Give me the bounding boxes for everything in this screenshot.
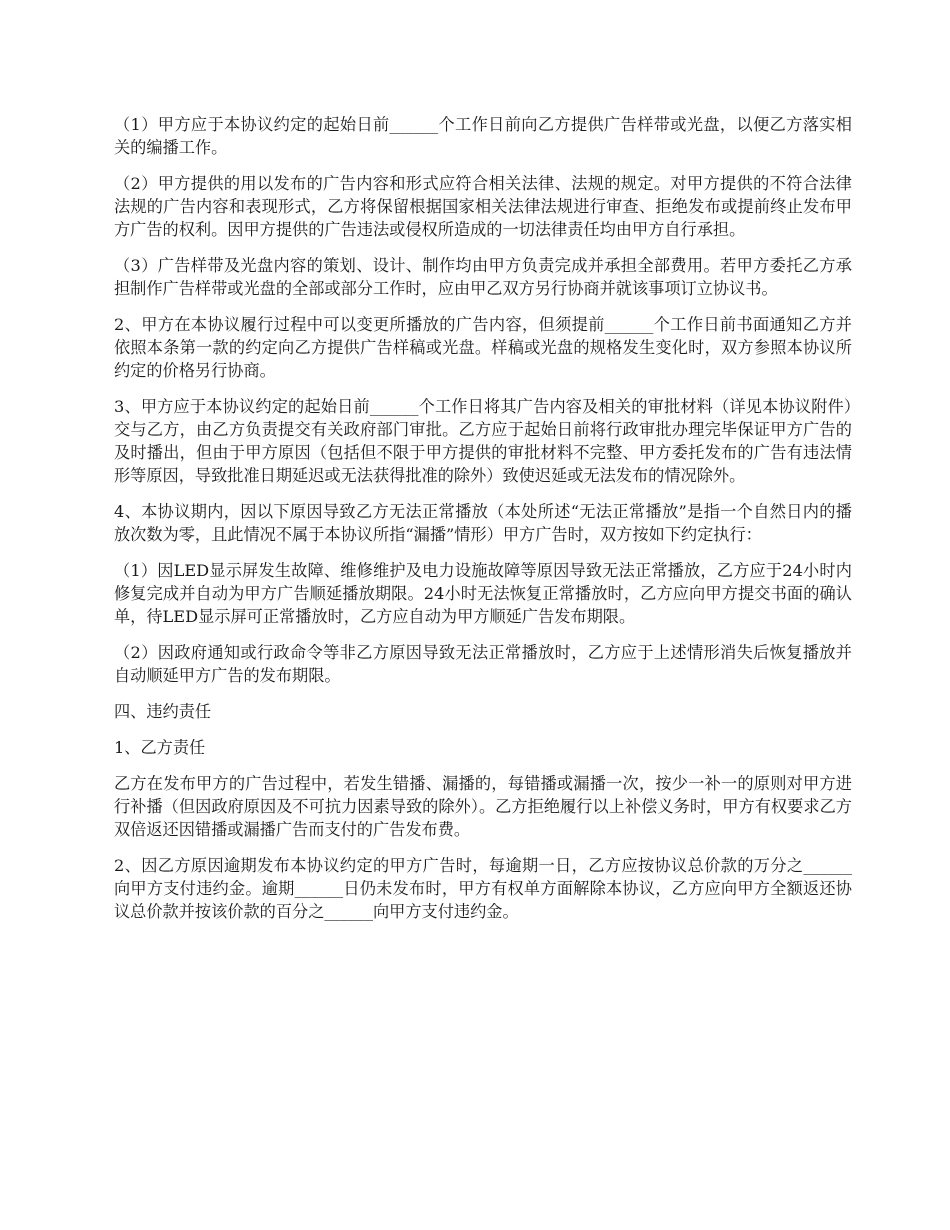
paragraph-1-1: （1）甲方应于本协议约定的起始日前______个工作日前向乙方提供广告样带或光盘，以便乙方落实相关的编播工作。 [114, 115, 852, 157]
paragraph-2: 2、甲方在本协议履行过程中可以变更所播放的广告内容，但须提前______个工作日前书面通知乙方并依照本条第一款的约定向乙方提供广告样稿或光盘。样稿或光盘的规格发生变化时，双方参照本协议所约定的价格另行协商。 [114, 315, 852, 380]
section-heading-breach-liability: 四、违约责任 [114, 702, 212, 721]
paragraph-4: 4、本协议期内，因以下原因导致乙方无法正常播放（本处所述“无法正常播放”是指一个自然日内的播放次数为零，且此情况不属于本协议所指“漏播”情形）甲方广告时，双方按如下约定执行： [114, 502, 852, 544]
paragraph-3: 3、甲方应于本协议约定的起始日前______个工作日将其广告内容及相关的审批材料（详见本协议附件）交与乙方，由乙方负责提交有关政府部门审批。乙方应于起始日前将行政审批办理完毕保证甲方广告的及时播出，但由于甲方原因（包括但不限于甲方提供的审批材料不完整、甲方委托发布的广告有违法情形等原因，导致批准日期延迟或无法获得批准的除外）致使迟延或无法发布的情况除外。 [114, 397, 852, 485]
paragraph-late-publication-penalty: 2、因乙方原因逾期发布本协议约定的甲方广告时，每逾期一日，乙方应按协议总价款的万分之______向甲方支付违约金。逾期______日仍未发布时，甲方有权单方面解除本协议，乙方应向甲方全额返还协议总价款并按该价款的百分之______向甲方支付违约金。 [114, 856, 852, 921]
document-body [114, 113, 852, 936]
paragraph-4-1: （1）因LED显示屏发生故障、维修维护及电力设施故障等原因导致无法正常播放，乙方应于24小时内修复完成并自动为甲方广告顺延播放期限。24小时无法恢复正常播放时，乙方应向甲方提交书面的确认单，待LED显示屏可正常播放时，乙方应自动为甲方顺延广告发布期限。 [114, 561, 852, 626]
paragraph-4-2: （2）因政府通知或行政命令等非乙方原因导致无法正常播放时，乙方应于上述情形消失后恢复播放并自动顺延甲方广告的发布期限。 [114, 643, 852, 685]
subsection-heading-party-b-liability: 1、乙方责任 [114, 738, 206, 757]
paragraph-party-b-remedy: 乙方在发布甲方的广告过程中，若发生错播、漏播的，每错播或漏播一次，按少一补一的原则对甲方进行补播（但因政府原因及不可抗力因素导致的除外）。乙方拒绝履行以上补偿义务时，甲方有权要求乙方双倍返还因错播或漏播广告而支付的广告发布费。 [114, 774, 852, 839]
paragraph-1-3: （3）广告样带及光盘内容的策划、设计、制作均由甲方负责完成并承担全部费用。若甲方委托乙方承担制作广告样带或光盘的全部或部分工作时，应由甲乙双方另行协商并就该事项订立协议书。 [114, 256, 852, 298]
paragraph-1-2: （2）甲方提供的用以发布的广告内容和形式应符合相关法律、法规的规定。对甲方提供的不符合法律法规的广告内容和表现形式，乙方将保留根据国家相关法律法规进行审查、拒绝发布或提前终止发布甲方广告的权利。因甲方提供的广告违法或侵权所造成的一切法律责任均由甲方自行承担。 [114, 174, 852, 239]
